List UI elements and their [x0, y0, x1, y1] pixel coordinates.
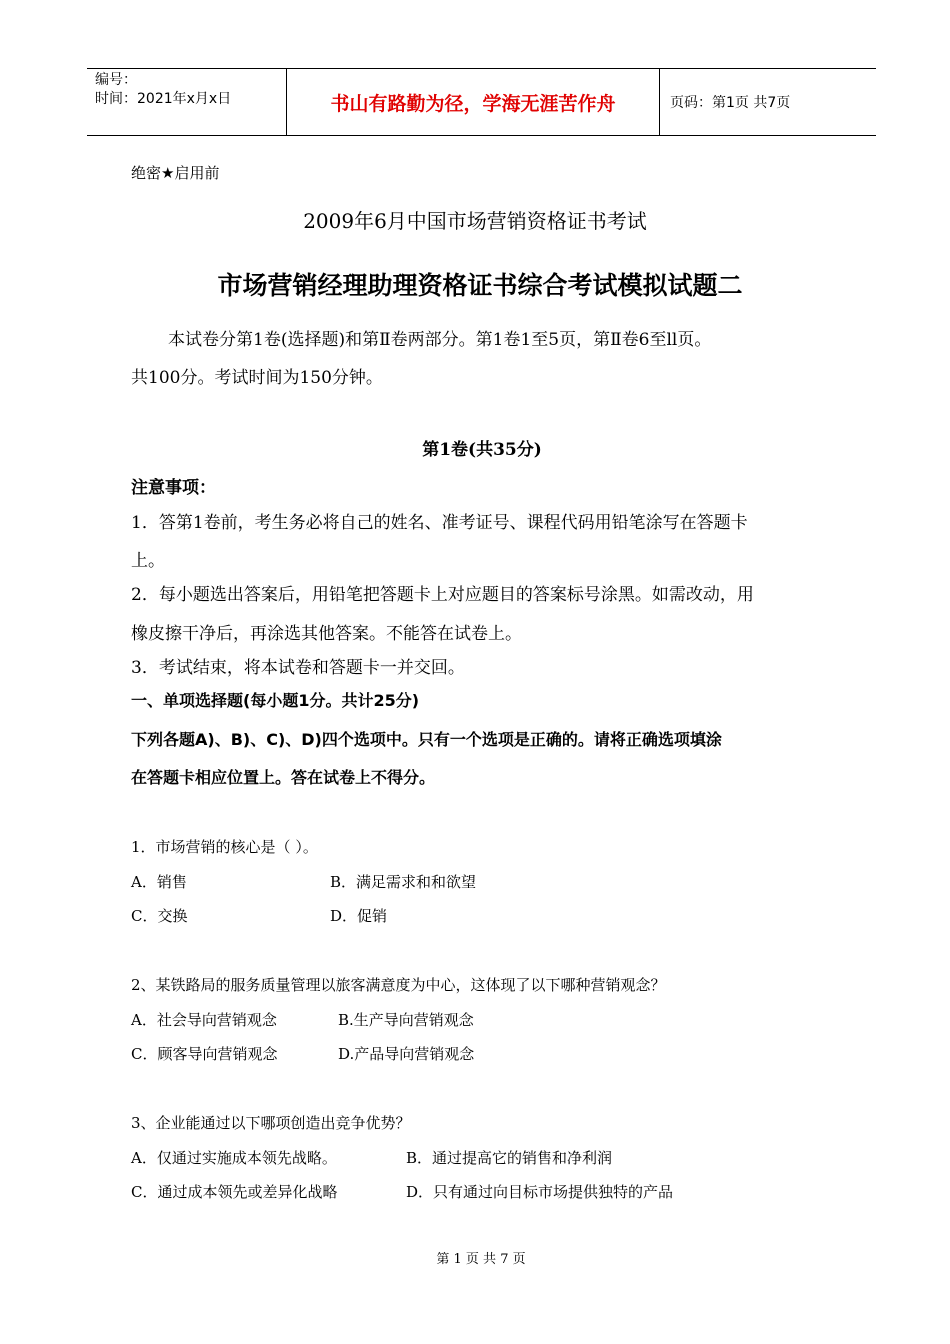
option-d: D．促销 [330, 907, 388, 925]
exam-name: 2009年6月中国市场营销资格证书考试 [303, 209, 647, 233]
header-table [87, 68, 876, 136]
secret-mark: 绝密★启用前 [131, 164, 220, 182]
note-line: 2．每小题选出答案后，用铅笔把答题卡上对应题目的答案标号涂黑。如需改动，用 [131, 585, 754, 605]
question-stem: 1．市场营销的核心是（ ）。 [131, 838, 318, 856]
header-page: 页码：第1页 共7页 [670, 95, 791, 111]
note-line: 上。 [131, 551, 165, 571]
question-stem: 3、企业能通过以下哪项创造出竞争优势？ [131, 1114, 411, 1132]
option-a: A．社会导向营销观念 [131, 1011, 277, 1029]
option-d: D.产品导向营销观念 [338, 1045, 475, 1063]
option-c: C．通过成本领先或差异化战略 [131, 1183, 338, 1201]
note-line: 3．考试结束，将本试卷和答题卡一并交回。 [131, 658, 465, 678]
volume-heading: 第1卷(共35分) [422, 440, 542, 460]
page-footer: 第 1 页 共 7 页 [436, 1252, 526, 1267]
option-c: C．交换 [131, 907, 188, 925]
option-b: B．通过提高它的销售和净利润 [406, 1149, 613, 1167]
option-a: A．仅通过实施成本领先战略。 [131, 1149, 337, 1167]
option-d: D．只有通过向目标市场提供独特的产品 [406, 1183, 674, 1201]
option-b: B．满足需求和和欲望 [330, 873, 477, 891]
note-line: 橡皮擦干净后，再涂选其他答案。不能答在试卷上。 [131, 624, 522, 644]
note-line: 1．答第1卷前，考生务必将自己的姓名、准考证号、课程代码用铅笔涂写在答题卡 [131, 513, 748, 533]
intro-line-1: 本试卷分第1卷(选择题)和第Ⅱ卷两部分。第1卷1至5页，第Ⅱ卷6至ll页。 [168, 330, 712, 350]
header-motto: 书山有路勤为径，学海无涯苦作舟 [287, 69, 660, 135]
header-number: 编号： [95, 72, 137, 88]
option-a: A．销售 [131, 873, 187, 891]
section-desc-2: 在答题卡相应位置上。答在试卷上不得分。 [131, 768, 436, 787]
page-title: 市场营销经理助理资格证书综合考试模拟试题二 [217, 271, 743, 300]
intro-line-2: 共100分。考试时间为150分钟。 [131, 368, 383, 388]
option-c: C．顾客导向营销观念 [131, 1045, 278, 1063]
header-time: 时间：2021年x月x日 [95, 91, 232, 107]
section-heading: 一、单项选择题(每小题1分。共计25分) [131, 691, 420, 710]
notes-heading: 注意事项： [131, 478, 216, 498]
option-b: B.生产导向营销观念 [338, 1011, 474, 1029]
header-meta [87, 69, 287, 135]
question-stem: 2、某铁路局的服务质量管理以旅客满意度为中心，这体现了以下哪种营销观念？ [131, 976, 666, 994]
section-desc-1: 下列各题A)、B)、C)、D)四个选项中。只有一个选项是正确的。请将正确选项填涂 [131, 730, 722, 749]
